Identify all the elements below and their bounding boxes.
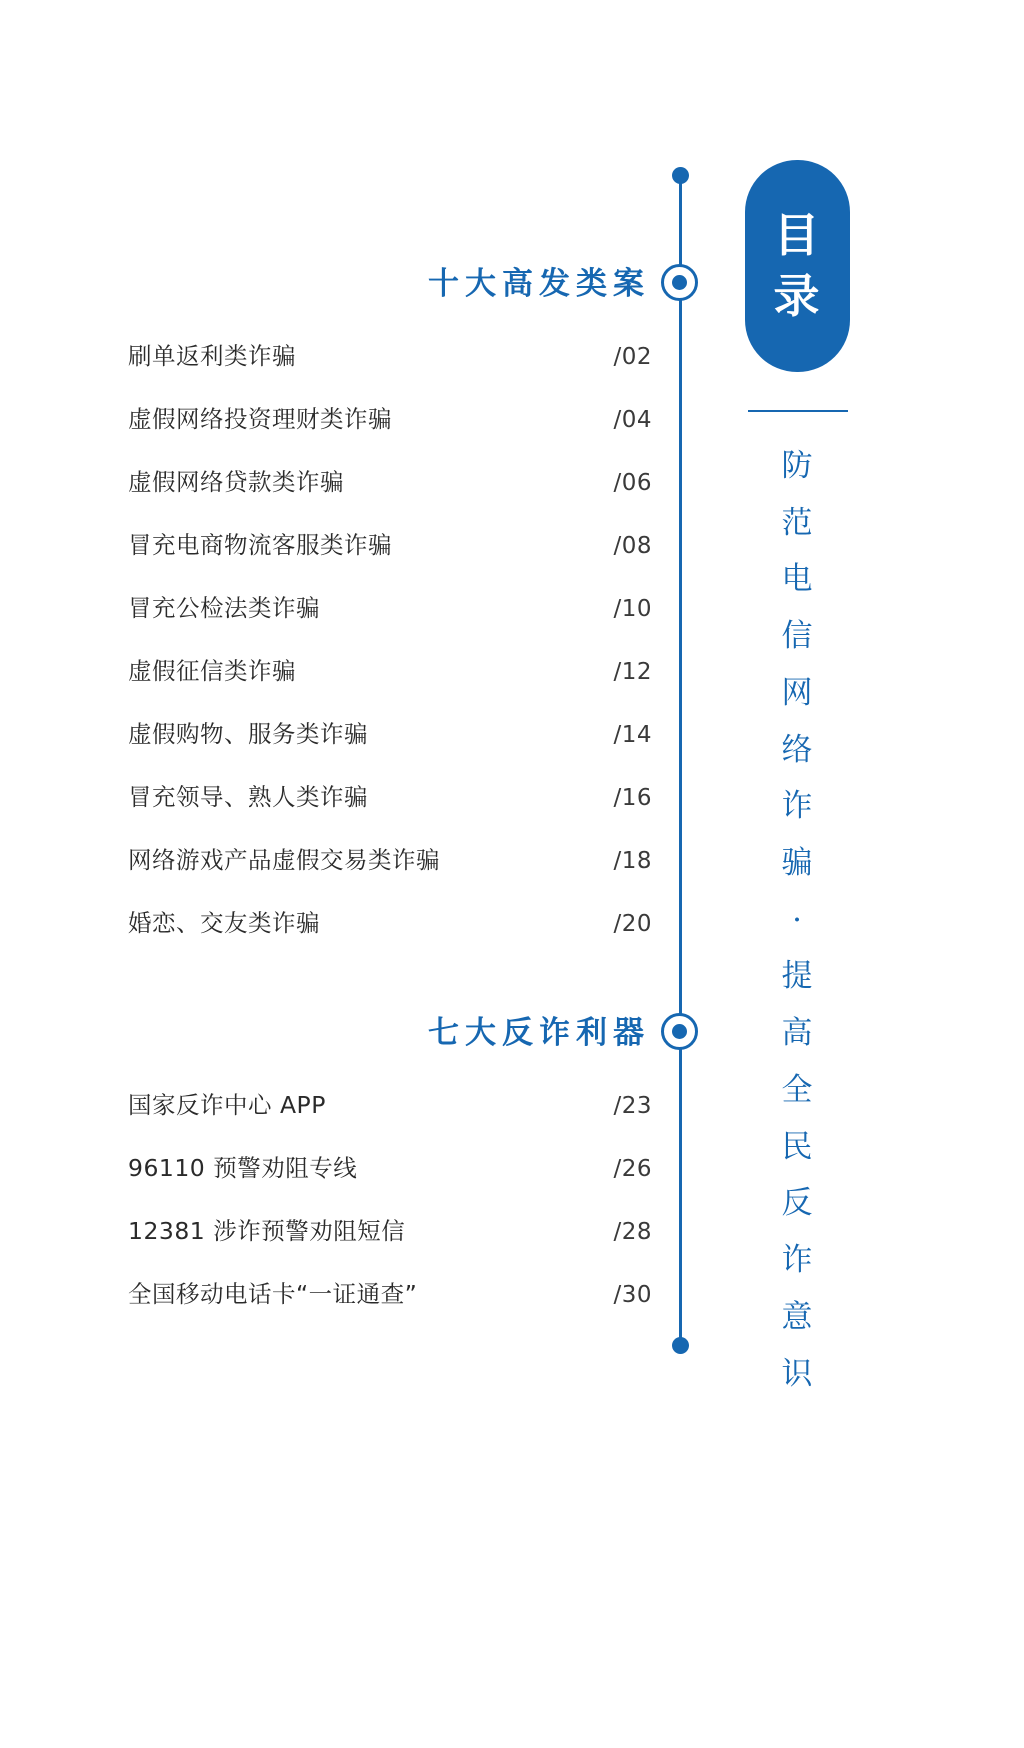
section-2-list [128, 1086, 652, 1338]
list-item[interactable] [128, 778, 652, 841]
timeline-axis [679, 175, 682, 1347]
side-subtitle-char: 意 [781, 1298, 814, 1335]
toc-entry-title: 全国移动电话卡“一证通查” [128, 1280, 418, 1308]
toc-entry-title: 国家反诈中心 APP [128, 1091, 326, 1119]
toc-badge-char-1: 目 [773, 208, 822, 263]
list-item[interactable] [128, 1275, 652, 1338]
side-subtitle-char: 高 [781, 1015, 814, 1052]
list-item[interactable] [128, 904, 652, 967]
side-subtitle-char: 提 [781, 958, 814, 995]
list-item[interactable] [128, 1086, 652, 1149]
side-subtitle-char: 全 [781, 1071, 814, 1108]
toc-entry-title: 12381 涉诈预警劝阻短信 [128, 1217, 406, 1245]
side-subtitle-char: 络 [781, 731, 814, 768]
side-subtitle-char: 防 [781, 448, 814, 484]
timeline-marker-section-2 [661, 1013, 698, 1050]
section-1-heading: 十大高发类案 [428, 266, 650, 302]
toc-entry-title: 虚假征信类诈骗 [128, 657, 296, 685]
list-item[interactable] [128, 1149, 652, 1212]
toc-badge [745, 160, 850, 372]
side-title-block [745, 160, 850, 1402]
toc-entry-title: 96110 预警劝阻专线 [128, 1154, 358, 1182]
toc-entry-title: 冒充电商物流客服类诈骗 [128, 531, 392, 559]
list-item[interactable] [128, 526, 652, 589]
toc-entry-page: /10 [613, 596, 652, 622]
toc-entry-title: 刷单返利类诈骗 [128, 342, 296, 370]
side-subtitle-char: 信 [781, 618, 814, 655]
side-subtitle-char: 诈 [781, 788, 814, 825]
side-subtitle-char: 诈 [781, 1242, 814, 1279]
list-item[interactable] [128, 652, 652, 715]
side-subtitle-char: 电 [781, 561, 814, 598]
list-item[interactable] [128, 715, 652, 778]
side-subtitle-char: 网 [781, 674, 814, 711]
list-item[interactable] [128, 1212, 652, 1275]
side-subtitle-char: 骗 [781, 845, 814, 882]
side-subtitle-char: 民 [781, 1128, 814, 1165]
toc-entry-page: /06 [613, 470, 652, 496]
side-subtitle [745, 438, 850, 1402]
toc-entry-page: /12 [613, 659, 652, 685]
toc-entry-page: /20 [613, 911, 652, 937]
list-item[interactable] [128, 337, 652, 400]
list-item[interactable] [128, 589, 652, 652]
toc-badge-char-2: 录 [773, 269, 822, 323]
toc-entry-page: /16 [613, 785, 652, 811]
toc-section-1 [128, 258, 652, 967]
timeline-top-dot [672, 167, 689, 184]
toc-entry-title: 婚恋、交友类诈骗 [128, 909, 320, 937]
side-subtitle-char: 识 [781, 1355, 814, 1392]
timeline-marker-section-1 [661, 264, 698, 301]
toc-entry-page: /28 [613, 1219, 652, 1245]
side-subtitle-char: 反 [781, 1185, 814, 1222]
list-item[interactable] [128, 463, 652, 526]
toc-entry-page: /26 [613, 1156, 652, 1182]
side-subtitle-char: · [792, 901, 803, 938]
toc-entry-title: 虚假网络投资理财类诈骗 [128, 405, 392, 433]
toc-entry-page: /08 [613, 533, 652, 559]
toc-entry-title: 虚假网络贷款类诈骗 [128, 468, 344, 496]
side-divider [748, 410, 848, 412]
toc-entry-title: 虚假购物、服务类诈骗 [128, 720, 368, 748]
side-subtitle-char: 范 [781, 504, 814, 541]
section-2-heading: 七大反诈利器 [428, 1015, 650, 1051]
toc-entry-page: /04 [613, 407, 652, 433]
toc-entry-page: /30 [613, 1282, 652, 1308]
toc-section-2 [128, 1007, 652, 1338]
toc-entry-title: 冒充领导、熟人类诈骗 [128, 783, 368, 811]
toc-entry-page: /18 [613, 848, 652, 874]
toc-entry-page: /23 [613, 1093, 652, 1119]
toc-entry-page: /14 [613, 722, 652, 748]
toc-entry-page: /02 [613, 344, 652, 370]
section-1-list [128, 337, 652, 967]
toc-entry-title: 冒充公检法类诈骗 [128, 594, 320, 622]
toc-entry-title: 网络游戏产品虚假交易类诈骗 [128, 846, 440, 874]
list-item[interactable] [128, 841, 652, 904]
timeline-bottom-dot [672, 1337, 689, 1354]
list-item[interactable] [128, 400, 652, 463]
